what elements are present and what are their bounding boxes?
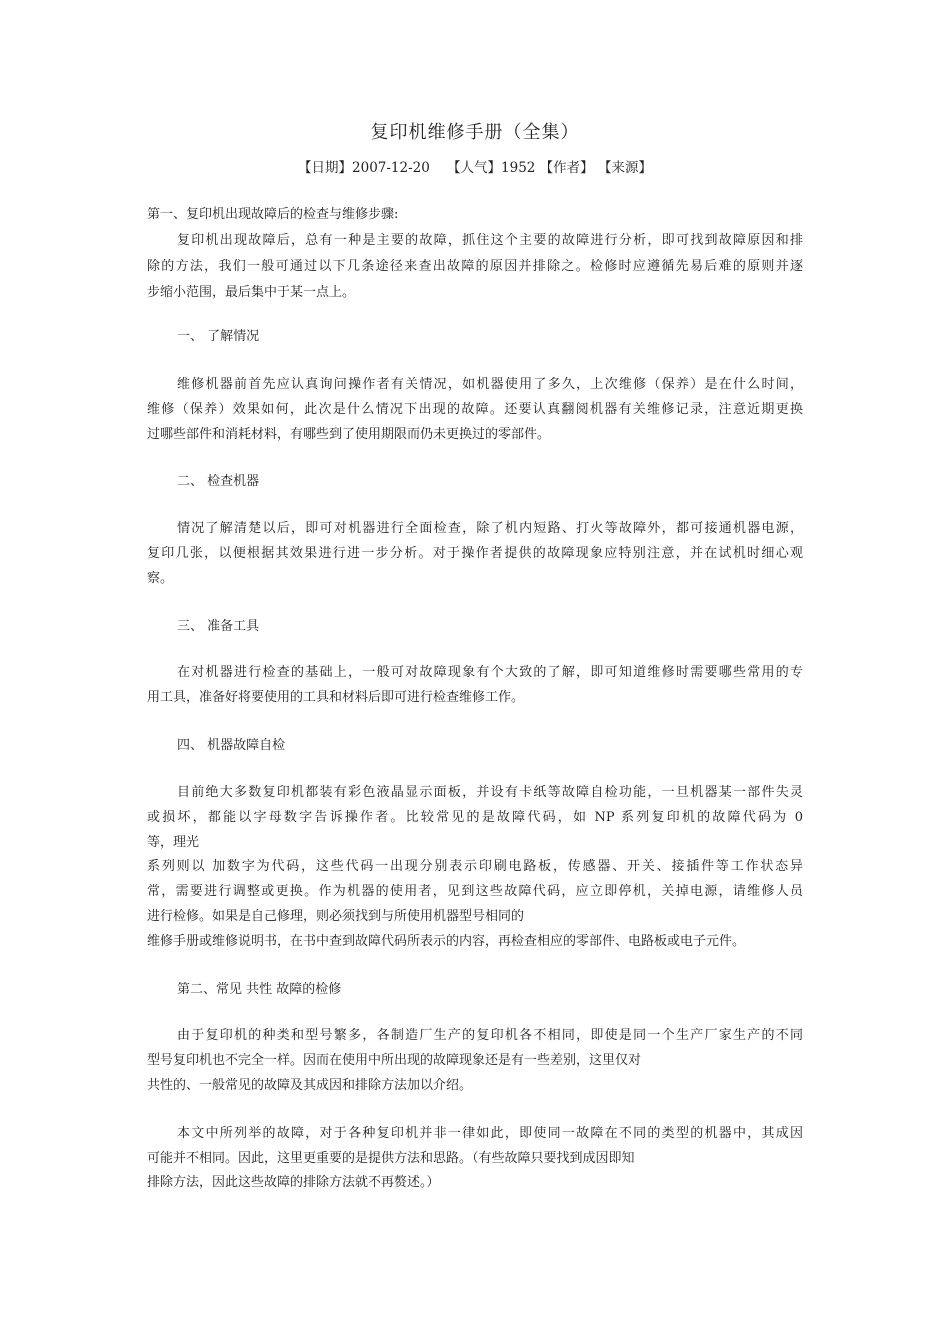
section-heading: 一、 了解情况: [177, 329, 260, 344]
paragraph-line: 除的方法，我们一般可通过以下几条途径来查出故障的原因并排除之。检修时应遵循先易后难的原则并逐: [147, 259, 803, 274]
paragraph-line: 目前绝大多数复印机都装有彩色液晶显示面板，并设有卡纸等故障自检功能，一旦机器某一部件失灵: [177, 785, 803, 800]
paragraph-line: 维修手册或维修说明书，在书中查到故障代码所表示的内容，再检查相应的零部件、电路板或电子元件。: [147, 934, 746, 949]
paragraph-line: 型号复印机也不完全一样。因而在使用中所出现的故障现象还是有一些差别，这里仅对: [147, 1053, 642, 1068]
paragraph-line: 共性的、一般常见的故障及其成因和排除方法加以介绍。: [147, 1078, 473, 1093]
paragraph-line: 或损坏，都能以字母数字告诉操作者。比较常见的是故障代码，如 NP 系列复印机的故障代码为 0: [147, 810, 803, 825]
paragraph-line: 本文中所列举的故障，对于各种复印机并非一律如此，即使同一故障在不同的类型的机器中，其成因: [177, 1126, 803, 1141]
paragraph-line: 察。: [147, 571, 174, 586]
section-heading: 第二、常见 共性 故障的检修: [177, 982, 342, 997]
paragraph-line: 等，理光: [147, 835, 200, 850]
paragraph-line: 步缩小范围，最后集中于某一点上。: [147, 285, 356, 300]
paragraph-line: 维修机器前首先应认真询问操作者有关情况，如机器使用了多久，上次维修（保养）是在什么时间，: [177, 377, 803, 392]
paragraph-line: 在对机器进行检查的基础上，一般可对故障现象有个大致的了解，即可知道维修时需要哪些常用的专: [177, 665, 803, 680]
paragraph-line: 用工具，准备好将要使用的工具和材料后即可进行检查维修工作。: [147, 690, 525, 705]
paragraph-line: 由于复印机的种类和型号繁多，各制造厂生产的复印机各不相同，即使是同一个生产厂家生产的不同: [177, 1028, 803, 1043]
paragraph-line: 情况了解清楚以后，即可对机器进行全面检查，除了机内短路、打火等故障外，都可接通机器电源，: [177, 521, 803, 536]
section-heading: 四、 机器故障自检: [177, 738, 286, 753]
paragraph-line: 维修（保养）效果如何，此次是什么情况下出现的故障。还要认真翻阅机器有关维修记录，注意近期更换: [147, 402, 803, 417]
paragraph-line: 进行检修。如果是自己修理，则必须找到与所使用机器型号相同的: [147, 909, 525, 924]
paragraph-line: 排除方法，因此这些故障的排除方法就不再赘述。）: [147, 1175, 440, 1190]
paragraph-line: 可能并不相同。因此，这里更重要的是提供方法和思路。（有些故障只要找到成因即知: [147, 1151, 635, 1166]
section-heading: 第一、复印机出现故障后的检查与维修步骤:: [147, 207, 399, 222]
document-title: 复印机维修手册（全集）: [370, 122, 580, 143]
paragraph-line: 常，需要进行调整或更换。作为机器的使用者，见到这些故障代码，应立即停机，关掉电源，请维修人员: [147, 884, 803, 899]
paragraph-line: 系列则以 加数字为代码，这些代码一出现分别表示印刷电路板，传感器、开关、接插件等工作状态异: [147, 859, 803, 874]
paragraph-line: 过哪些部件和消耗材料，有哪些到了使用期限而仍未更换过的零部件。: [147, 427, 551, 442]
paragraph-line: 复印机出现故障后，总有一种是主要的故障，抓住这个主要的故障进行分析，即可找到故障原因和排: [177, 233, 803, 248]
section-heading: 三、 准备工具: [177, 619, 260, 634]
article-meta: 【日期】2007-12-20 【人气】1952 【作者】 【来源】: [298, 160, 652, 176]
paragraph-line: 复印几张，以便根据其效果进行进一步分析。对于操作者提供的故障现象应特别注意，并在试机时细心观: [147, 546, 803, 561]
section-heading: 二、 检查机器: [177, 474, 260, 489]
